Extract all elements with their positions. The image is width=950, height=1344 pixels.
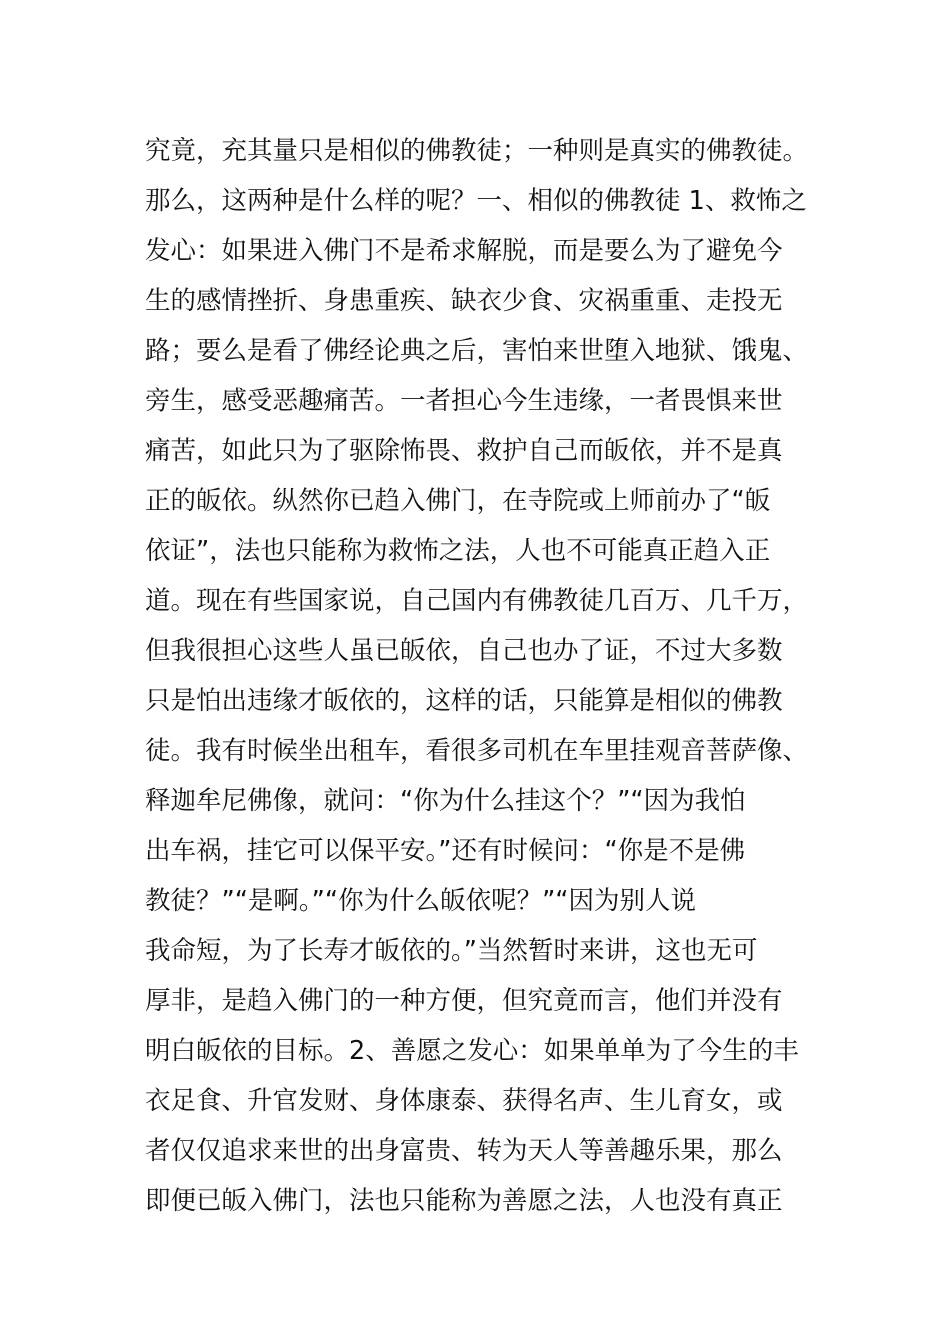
text-line: 只是怕出违缘才皈依的，这样的话，只能算是相似的佛教 [145,686,783,716]
text-line: 道。现在有些国家说，自己国内有佛教徒几百万、几千万， [145,586,809,616]
text-line: 依证”，法也只能称为救怖之法，人也不可能真正趋入正 [145,536,771,566]
text-line: 但我很担心这些人虽已皈依，自己也办了证，不过大多数 [145,636,783,666]
text-line: 生的感情挫折、身患重疾、缺衣少食、灾祸重重、走投无 [145,286,783,316]
text-line: 者仅仅追求来世的出身富贵、转为天人等善趣乐果，那么 [145,1136,783,1166]
text-line: 释迦牟尼佛像，就问：“你为什么挂这个？”“因为我怕 [145,786,746,816]
text-line: 即便已皈入佛门，法也只能称为善愿之法，人也没有真正 [145,1186,783,1216]
text-line: 发心：如果进入佛门不是希求解脱，而是要么为了避免今 [145,236,783,266]
text-line: 路；要么是看了佛经论典之后，害怕来世堕入地狱、饿鬼、 [145,336,809,366]
body-text [145,126,825,1226]
text-line: 衣足食、升官发财、身体康泰、获得名声、生儿育女，或 [145,1086,783,1116]
text-line: 教徒？”“是啊。”“你为什么皈依呢？”“因为别人说 [145,886,697,916]
text-line: 出车祸，挂它可以保平安。”还有时候问：“你是不是佛 [145,836,746,866]
text-line: 痛苦，如此只为了驱除怖畏、救护自己而皈依，并不是真 [145,436,783,466]
text-line: 厚非，是趋入佛门的一种方便，但究竟而言，他们并没有 [145,986,783,1016]
text-line: 那么，这两种是什么样的呢？一、相似的佛教徒 1、救怖之 [145,186,807,216]
text-line: 正的皈依。纵然你已趋入佛门，在寺院或上师前办了“皈 [145,486,771,516]
text-line: 徒。我有时候坐出租车，看很多司机在车里挂观音菩萨像、 [145,736,809,766]
text-line: 究竟，充其量只是相似的佛教徒；一种则是真实的佛教徒。 [145,136,809,166]
text-line: 明白皈依的目标。2、善愿之发心：如果单单为了今生的丰 [145,1036,799,1066]
text-line: 旁生，感受恶趣痛苦。一者担心今生违缘，一者畏惧来世 [145,386,783,416]
text-line: 我命短，为了长寿才皈依的。”当然暂时来讲，这也无可 [145,936,758,966]
